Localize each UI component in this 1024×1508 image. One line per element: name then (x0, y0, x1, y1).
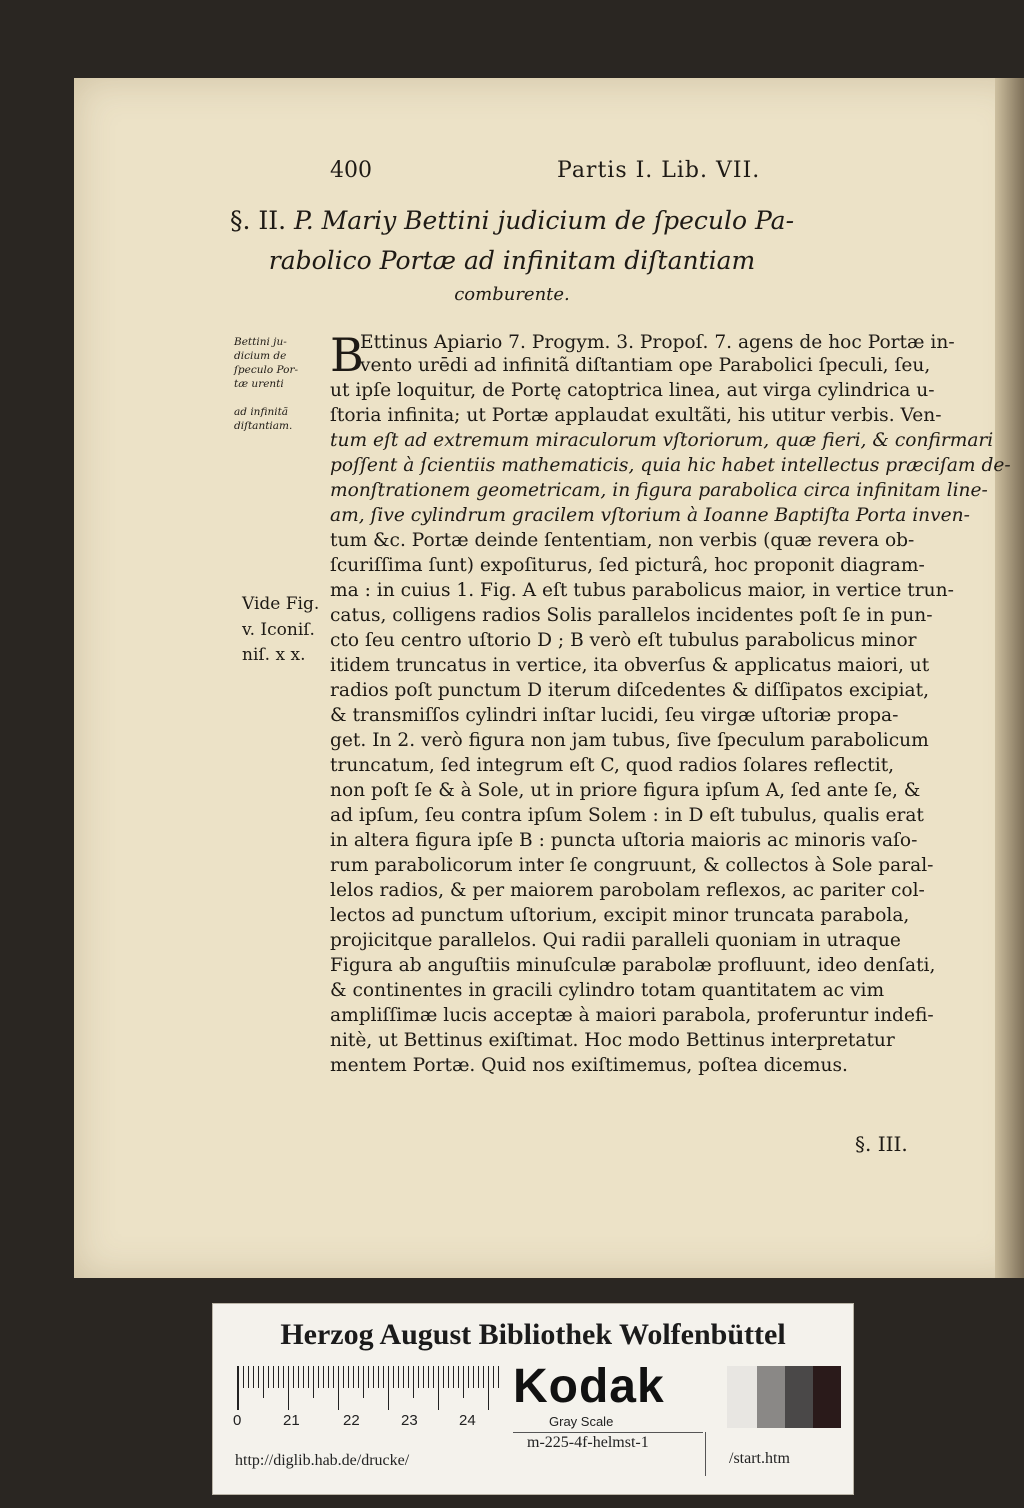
body-line: vento urēdi ad infinitã diſtantiam ope Parabolici ſpeculi, ſeu, (360, 355, 931, 376)
ruler-tick (468, 1366, 469, 1388)
ruler-tick (498, 1366, 499, 1388)
ruler-tick (488, 1366, 489, 1410)
body-line: lelos radios, & per maiorem parobolam reflexos, ac pariter col- (330, 880, 925, 901)
ruler-tick (483, 1366, 484, 1388)
ruler-tick (343, 1366, 344, 1388)
body-line: lectos ad punctum uſtorium, excipit minor truncata parabola, (330, 905, 910, 926)
library-name: Herzog August Bibliothek Wolfenbüttel (280, 1318, 786, 1351)
ruler-tick (458, 1366, 459, 1388)
ruler-tick (393, 1366, 394, 1388)
library-color-card (212, 1303, 854, 1495)
ruler-tick (418, 1366, 419, 1388)
margin-note-line: ad infinitã (234, 406, 289, 418)
ruler-tick (443, 1366, 444, 1388)
body-line: cto ſeu centro uſtorio D ; B verò eſt tubulus parabolicus minor (330, 630, 917, 651)
ruler-tick (353, 1366, 354, 1388)
ruler-tick (288, 1366, 289, 1410)
ruler-tick (308, 1366, 309, 1388)
section-title-line-1 (0, 206, 1024, 235)
body-line: non poſt ſe & à Sole, ut in priore figura ipſum A, ſed ante ſe, & (330, 780, 921, 801)
body-line: in altera figura ipſe B : puncta uſtoria maioris ac minoris vaſo- (330, 830, 918, 851)
ruler-tick (278, 1366, 279, 1388)
body-line: radios poſt punctum D iterum diſcedentes & diſſipatos excipiat, (330, 680, 929, 701)
ruler-tick (273, 1366, 274, 1388)
ruler-tick (253, 1366, 254, 1388)
body-line: truncatum, ſed integrum eſt C, quod radios ſolares reflectit, (330, 755, 895, 776)
source-url: http://diglib.hab.de/drucke/ (235, 1452, 410, 1469)
ruler-tick (473, 1366, 474, 1388)
ruler-tick (303, 1366, 304, 1388)
running-title: Partis I. Lib. VII. (557, 158, 761, 183)
body-line: projicitque parallelos. Qui radii paralleli quoniam in utraque (330, 930, 901, 951)
ruler-tick (348, 1366, 349, 1388)
ruler-tick (238, 1366, 239, 1410)
ruler-tick (318, 1366, 319, 1388)
ruler-tick (363, 1366, 364, 1398)
ruler-tick (268, 1366, 269, 1388)
ruler-tick (408, 1366, 409, 1388)
ruler-labels (233, 1412, 499, 1432)
section-mark: §. II. (229, 206, 287, 235)
ruler-tick (373, 1366, 374, 1388)
ruler-tick (338, 1366, 339, 1410)
figure-reference-line: niſ. x x. (242, 645, 306, 665)
ruler-label: 21 (283, 1412, 300, 1429)
figure-reference-line: Vide Fig. (242, 594, 320, 614)
body-line: poſſent à ſcientiis mathematicis, quia hic habet intellectus præciſam de- (330, 455, 1011, 476)
ruler-label: 23 (401, 1412, 418, 1429)
ruler-tick (433, 1366, 434, 1388)
body-line: ut ipſe loquitur, de Portę catoptrica linea, aut virga cylindrica u- (330, 380, 935, 401)
ruler-tick (298, 1366, 299, 1388)
shelfmark-code: m-225-4f-helmst-1 (527, 1434, 649, 1451)
margin-note-line: diſtantiam. (234, 420, 293, 432)
ruler-tick (263, 1366, 264, 1398)
section-title-line-3: comburente. (454, 284, 570, 305)
ruler-tick (428, 1366, 429, 1388)
ruler-label: 0 (233, 1412, 242, 1429)
drop-cap: B (330, 328, 364, 382)
body-line: monſtrationem geometricam, in figura parabolica circa infinitam line- (330, 480, 988, 501)
body-line: ad ipſum, ſeu contra ipſum Solem : in D eſt tubulus, qualis erat (330, 805, 924, 826)
ruler-tick (438, 1366, 439, 1410)
ruler-tick (258, 1366, 259, 1388)
divider (513, 1432, 703, 1433)
ruler-tick (383, 1366, 384, 1388)
ruler-tick (378, 1366, 379, 1388)
ruler-tick (368, 1366, 369, 1388)
ruler-tick (328, 1366, 329, 1388)
gray-swatch-mid (757, 1366, 785, 1428)
gray-swatch-darkest (813, 1366, 841, 1428)
ruler-tick (423, 1366, 424, 1388)
body-line: itidem truncatus in vertice, ita obverſus & applicatus maiori, ut (330, 655, 930, 676)
figure-reference-line: v. Iconiſ. (242, 620, 315, 640)
ruler-tick (478, 1366, 479, 1388)
ruler-tick (413, 1366, 414, 1398)
ruler-label: 22 (343, 1412, 360, 1429)
margin-note-line: dicium de (234, 350, 287, 362)
ruler-tick (333, 1366, 334, 1388)
margin-note-line: ſpeculo Por- (234, 364, 299, 376)
body-line: Figura ab anguſtiis minuſculæ parabolæ profluunt, ideo denſati, (330, 955, 936, 976)
gray-scale-label: Gray Scale (549, 1414, 614, 1429)
gray-swatch-dark (785, 1366, 813, 1428)
body-line: ampliſſimæ lucis acceptæ à maiori parabola, proferuntur indefi- (330, 1005, 934, 1026)
body-line: mentem Portæ. Quid nos exiſtimemus, poſtea dicemus. (330, 1055, 848, 1076)
ruler-tick (493, 1366, 494, 1388)
margin-note-line: tæ urenti (234, 378, 284, 390)
ruler-label: 24 (459, 1412, 476, 1429)
body-line: tum &c. Portæ deinde ſententiam, non verbis (quæ revera ob- (330, 530, 915, 551)
body-line: rum parabolicorum inter ſe congruunt, & collectos à Sole paral- (330, 855, 934, 876)
ruler-tick (313, 1366, 314, 1398)
ruler-tick (358, 1366, 359, 1388)
ruler-tick (453, 1366, 454, 1388)
ruler-tick (398, 1366, 399, 1388)
body-line: tum eſt ad extremum miraculorum vſtoriorum, quæ fieri, & confirmari (330, 430, 994, 451)
start-link: /start.htm (729, 1450, 790, 1467)
body-line: Ettinus Apiario 7. Progym. 3. Propoſ. 7. agens de hoc Portæ in- (360, 332, 955, 353)
section-title-line-2: rabolico Portæ ad infinitam diſtantiam (268, 246, 756, 275)
body-line: nitè, ut Bettinus exiſtimat. Hoc modo Bettinus interpretatur (330, 1030, 895, 1051)
ruler-tick (388, 1366, 389, 1410)
body-line: & continentes in gracili cylindro totam quantitatem ac vim (330, 980, 885, 1001)
ruler (237, 1366, 500, 1410)
section-title-text-1: P. Mariy Bettini judicium de ſpeculo Pa- (294, 206, 795, 235)
ruler-tick (403, 1366, 404, 1388)
kodak-logo: Kodak (513, 1360, 665, 1413)
body-line: get. In 2. verò figura non jam tubus, ſive ſpeculum parabolicum (330, 730, 929, 751)
ruler-tick (293, 1366, 294, 1388)
body-line: catus, colligens radios Solis parallelos incidentes poſt ſe in pun- (330, 605, 933, 626)
body-line: ma : in cuius 1. Fig. A eſt tubus parabolicus maior, in vertice trun- (330, 580, 954, 601)
page-number: 400 (330, 158, 372, 183)
body-line: & transmiſſos cylindri inſtar lucidi, ſeu virgæ uſtoriæ propa- (330, 705, 899, 726)
divider (705, 1432, 706, 1476)
gray-swatch-light (727, 1366, 757, 1428)
body-line: ſtoria infinita; ut Portæ applaudat exultãti, his utitur verbis. Ven- (330, 405, 942, 426)
ruler-tick (448, 1366, 449, 1388)
margin-note-line: Bettini ju- (234, 336, 287, 348)
ruler-tick (463, 1366, 464, 1398)
body-line: am, ſive cylindrum gracilem vſtorium à Ioanne Baptiſta Porta inven- (330, 505, 970, 526)
ruler-tick (323, 1366, 324, 1388)
ruler-tick (283, 1366, 284, 1388)
ruler-tick (248, 1366, 249, 1388)
body-line: ſcuriſſima ſunt) expoſiturus, ſed picturâ, hoc proponit diagram- (330, 555, 925, 576)
catchword: §. III. (855, 1132, 908, 1156)
ruler-tick (243, 1366, 244, 1388)
